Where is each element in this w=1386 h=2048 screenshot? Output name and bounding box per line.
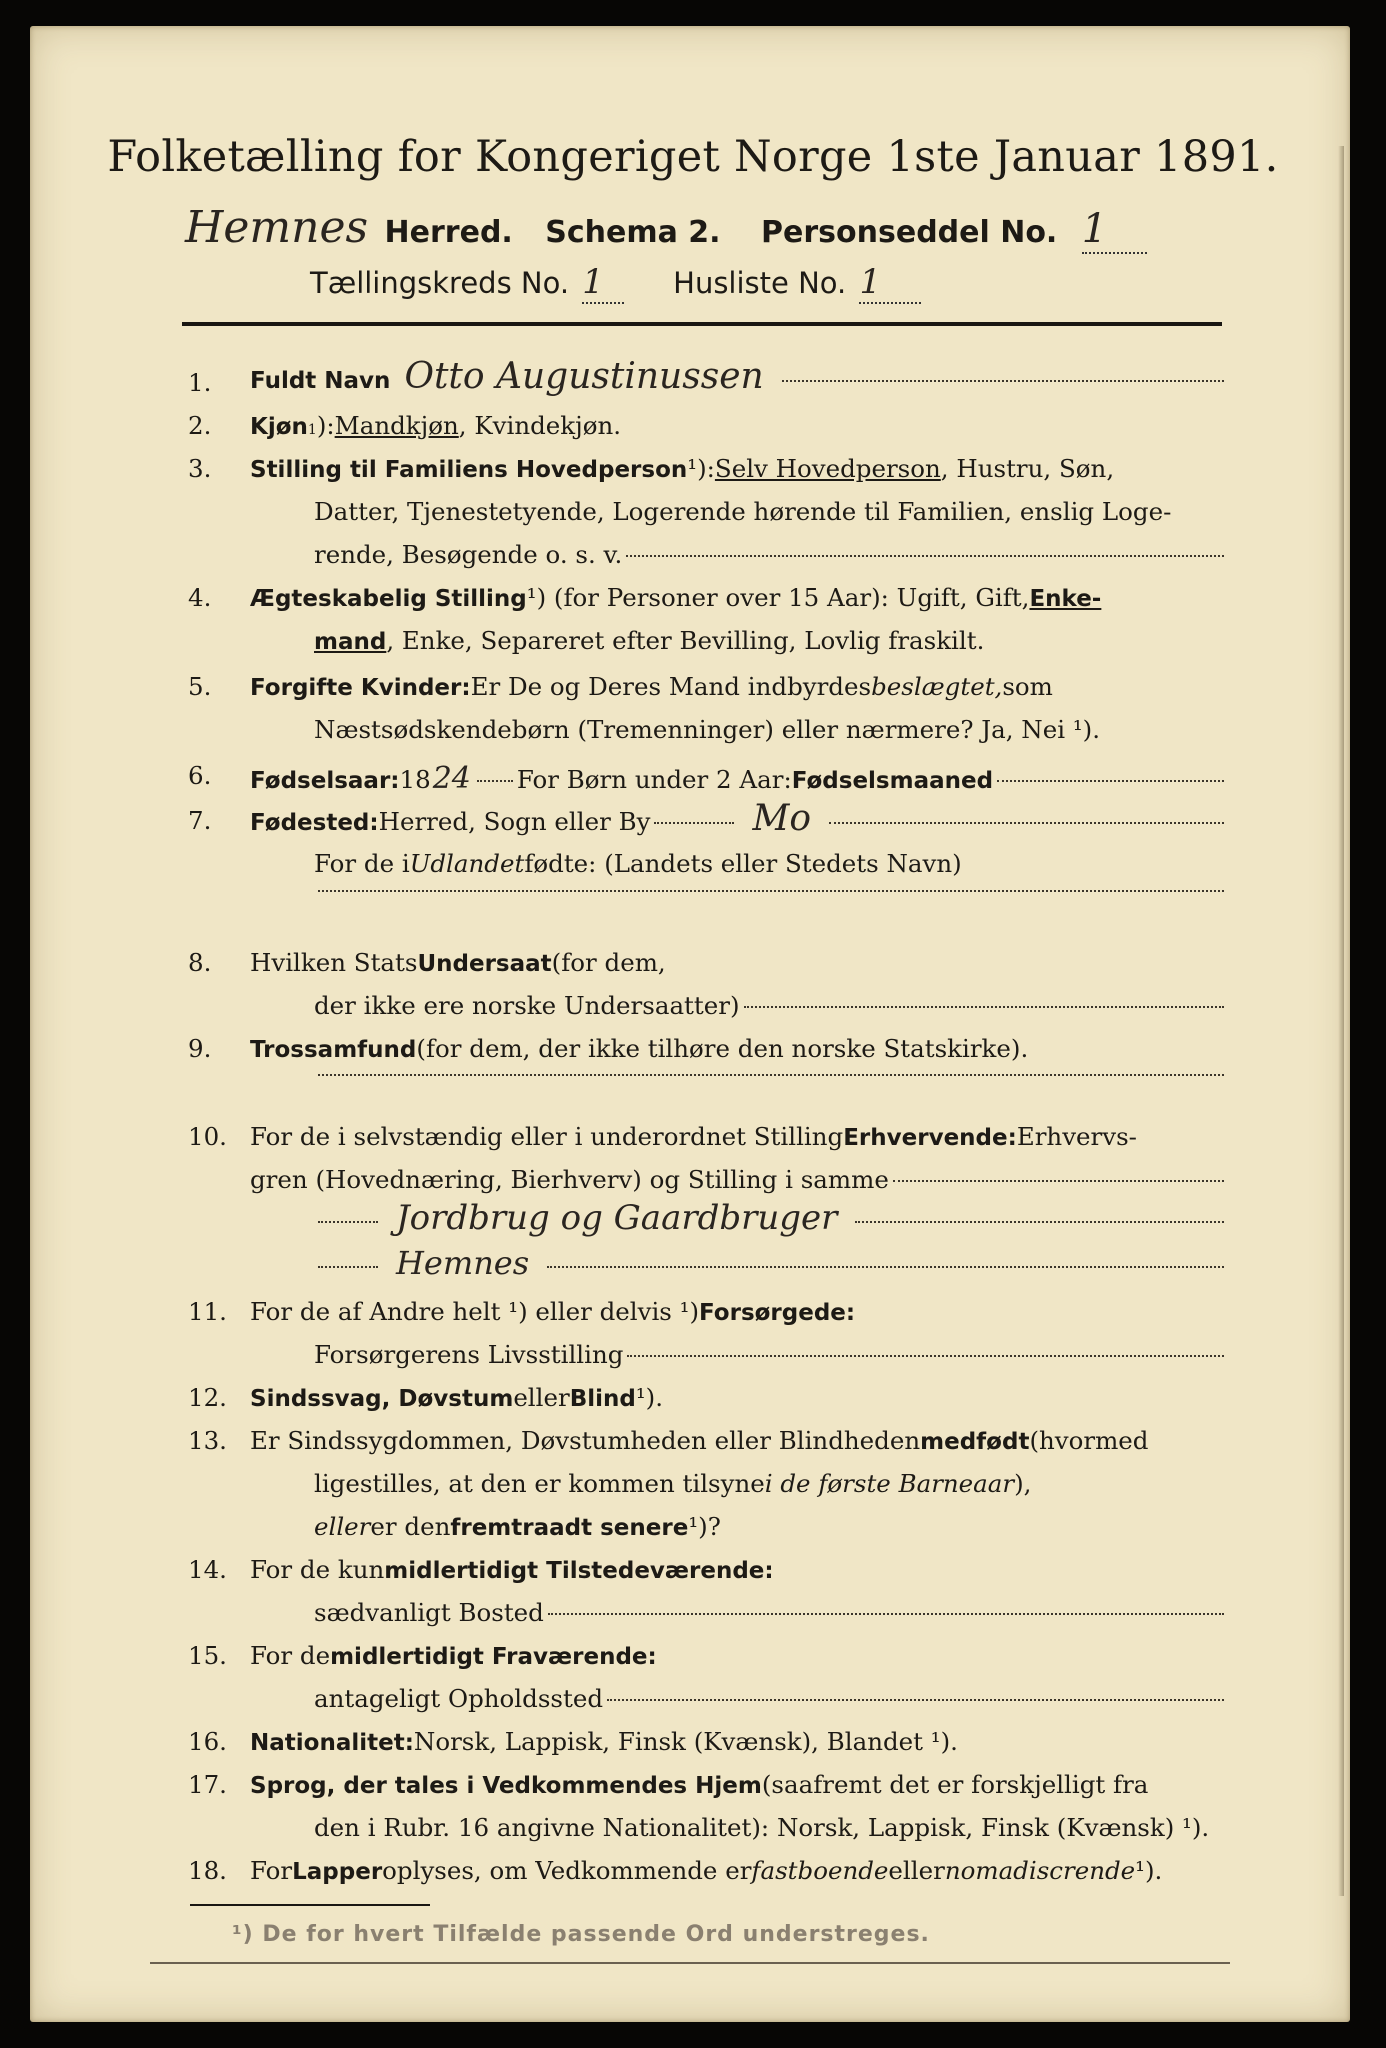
question-number: 5. [188,672,212,701]
question-9-line-2 [188,1080,1228,1116]
question-label: Fødselsaar: [250,768,400,794]
question-number: 12. [188,1383,227,1412]
question-label: Fødested: [250,810,379,836]
question-number: 16. [188,1727,227,1756]
question-label: medfødt [920,1429,1030,1455]
question-7 [188,798,1228,842]
question-label: Kjøn [250,414,308,440]
question-10-line-3 [188,1198,1228,1244]
text: nomadiscrende [944,1856,1136,1885]
question-4 [188,583,1228,619]
text: oplyses, om Vedkommende er [382,1856,752,1885]
question-18 [188,1856,1228,1892]
text: , Enke, Separeret efter Bevilling, Lovlig fraskilt. [386,626,985,655]
question-label: Undersaat [417,951,552,977]
text: sædvanligt Bosted [314,1598,544,1627]
footnote-divider [190,1904,430,1906]
question-number: 10. [188,1122,227,1151]
text: beslægtet, [871,672,1003,701]
text: den i Rubr. 16 angivne Nationalitet): Norsk, Lappisk, Finsk (Kvænsk) ¹). [314,1813,1210,1842]
question-2 [188,411,1228,447]
text: Forsørgerens Livsstilling [314,1340,624,1369]
question-number: 2. [188,411,212,440]
text: Herred, Sogn eller By [378,807,651,836]
kreds-label: Tællingskreds No. [310,266,570,300]
question-1 [188,356,1228,404]
question-label: fremtraadt senere [450,1515,689,1541]
question-5 [188,672,1228,708]
header-divider [182,322,1222,326]
question-11 [188,1297,1228,1333]
question-label: Forsørgede: [699,1300,856,1326]
question-3 [188,454,1228,490]
question-number: 13. [188,1426,227,1455]
question-number: 6. [188,761,212,790]
text: rende, Besøgende o. s. v. [314,540,623,569]
text: , Hustru, Søn, [940,454,1115,483]
question-10-line-4 [188,1244,1228,1290]
question-13-line-3 [188,1512,1228,1548]
text: ¹)? [688,1512,721,1541]
selected-option: Selv Hovedperson [714,454,941,483]
answer-occupation: Jordbrug og Gaardbruger [396,1198,838,1238]
question-16 [188,1727,1228,1763]
text: (for dem, der ikke tilhøre den norske Statskirke). [416,1034,1029,1063]
answer-full-name: Otto Augustinussen [404,356,764,397]
question-number: 15. [188,1641,227,1670]
question-label: gifte Kvinder: [291,675,471,701]
question-9 [188,1034,1228,1070]
question-number: 4. [188,583,212,612]
text: Udlandet [409,849,525,878]
text: gren (Hovednæring, Bierhverv) og Stilling i samme [250,1165,889,1194]
text: Datter, Tjenestetyende, Logerende hørende til Familien, enslig Loge- [314,497,1172,526]
personseddel-label: Personseddel No. [761,215,1058,250]
question-15-line-2 [188,1684,1228,1720]
question-label: Sprog, der tales i Vedkommendes Hjem [250,1773,762,1799]
text: ¹). [1135,1856,1163,1885]
text: som [1002,672,1053,701]
text: Norsk, Lappisk, Finsk (Kvænsk), Blandet ¹). [413,1727,958,1756]
text: Er De og Deres Mand indbyrdes [470,672,872,701]
question-number: 14. [188,1555,227,1584]
question-number: 8. [188,948,212,977]
text: Erhvervs- [1016,1122,1137,1151]
schema-label: Schema 2. [545,215,721,250]
question-12 [188,1383,1228,1419]
text: Er Sindssygdommen, Døvstumheden eller Blindheden [250,1426,921,1455]
question-8-line-2 [188,991,1228,1027]
text: (for dem, [551,948,666,977]
question-7-line-3 [188,896,1228,932]
answer-occupation-place: Hemnes [396,1244,530,1282]
text: ¹). [635,1383,664,1412]
text: For [250,675,292,701]
text: eller [513,1383,570,1412]
question-label: Sindssvag, Døvstum [250,1386,514,1412]
question-number: 11. [188,1297,227,1326]
text: (hvormed [1029,1426,1149,1455]
text: ): [316,411,335,440]
question-label: Trossamfund [250,1037,417,1063]
text: eller [888,1856,945,1885]
form-subheader-line [310,262,921,302]
text: , Kvindekjøn. [458,411,622,440]
question-7-line-2 [188,849,1228,885]
text: For de [250,1641,331,1670]
question-label: Erhvervende: [843,1125,1017,1151]
question-label: Stilling til Familiens Hovedperson [250,457,688,483]
text: Hvilken Stats [250,948,418,977]
bottom-rule [150,1962,1230,1964]
text: For de i [314,849,410,878]
answer-birth-year: 24 [432,761,471,796]
question-10-line-2 [188,1165,1228,1201]
question-6 [188,761,1228,797]
text: fastboende [751,1856,889,1885]
question-label: midlertidigt Tilstedeværende: [384,1558,774,1584]
question-8 [188,948,1228,984]
question-label: Nationalitet: [250,1730,414,1756]
text: er den [370,1512,451,1541]
text: For de i selvstændig eller i underordnet Stilling [250,1122,844,1151]
question-label: Fødselsmaaned [791,768,994,794]
question-4-line-2 [188,626,1228,662]
text: For de kun [250,1555,385,1584]
kreds-number: 1 [582,262,624,304]
text: For [250,1856,293,1885]
footnote: ¹) De for hvert Tilfælde passende Ord understreges. [232,1922,930,1947]
footnote-mark: 1 [307,422,317,438]
text: fødte: (Landets eller Stedets Navn) [524,849,962,878]
question-3-line-3 [188,540,1228,576]
municipality-handwritten: Hemnes [185,202,369,253]
text: antageligt Opholdssted [314,1684,603,1713]
selected-option: mand [314,629,387,655]
question-13 [188,1426,1228,1462]
answer-birthplace: Mo [752,798,811,839]
question-label: Blind [569,1386,636,1412]
text: ), [1014,1469,1032,1498]
question-number: 7. [188,806,212,835]
text: Næstsødskendebørn (Tremenninger) eller nærmere? Ja, Nei ¹). [314,715,1101,744]
question-11-line-2 [188,1340,1228,1376]
question-13-line-2 [188,1469,1228,1505]
text: ligestilles, at den er kommen tilsyne [314,1469,765,1498]
question-3-line-2 [188,497,1228,533]
form-title: Folketælling for Kongeriget Norge 1ste Januar 1891. [107,132,1279,182]
text: 18 [399,765,431,794]
herred-label: Herred. [384,215,513,250]
question-number: 9. [188,1034,212,1063]
selected-option: Mandkjøn [334,411,459,440]
question-number: 3. [188,454,212,483]
question-10 [188,1122,1228,1158]
question-label: Ægteskabelig Stilling [250,586,527,612]
question-15 [188,1641,1228,1677]
selected-option: Enke- [1029,586,1102,612]
question-number: 17. [188,1770,227,1799]
text: For Børn under 2 Aar: [516,765,792,794]
personseddel-number: 1 [1082,206,1147,254]
form-header-line [185,202,1147,253]
question-label: midlertidigt Fraværende: [330,1644,657,1670]
question-14 [188,1555,1228,1591]
question-number: 18. [188,1856,227,1885]
husliste-label: Husliste No. [673,266,847,300]
text: der ikke ere norske Undersaatter) [314,991,740,1020]
text: (saafremt det er forskjelligt fra [761,1770,1149,1799]
question-label: Lapper [292,1859,383,1885]
text: i de første Barneaar [764,1469,1015,1498]
question-label: Fuldt Navn [250,368,391,394]
question-17 [188,1770,1228,1806]
question-5-line-2 [188,715,1228,751]
question-14-line-2 [188,1598,1228,1634]
husliste-number: 1 [859,262,921,304]
text: ¹) (for Personer over 15 Aar): Ugift, Gift, [526,583,1030,612]
text: For de af Andre helt ¹) eller delvis ¹) [250,1297,700,1326]
text: eller [314,1512,371,1541]
text: ¹): [687,454,715,483]
question-17-line-2 [188,1813,1228,1849]
question-number: 1. [188,368,212,397]
